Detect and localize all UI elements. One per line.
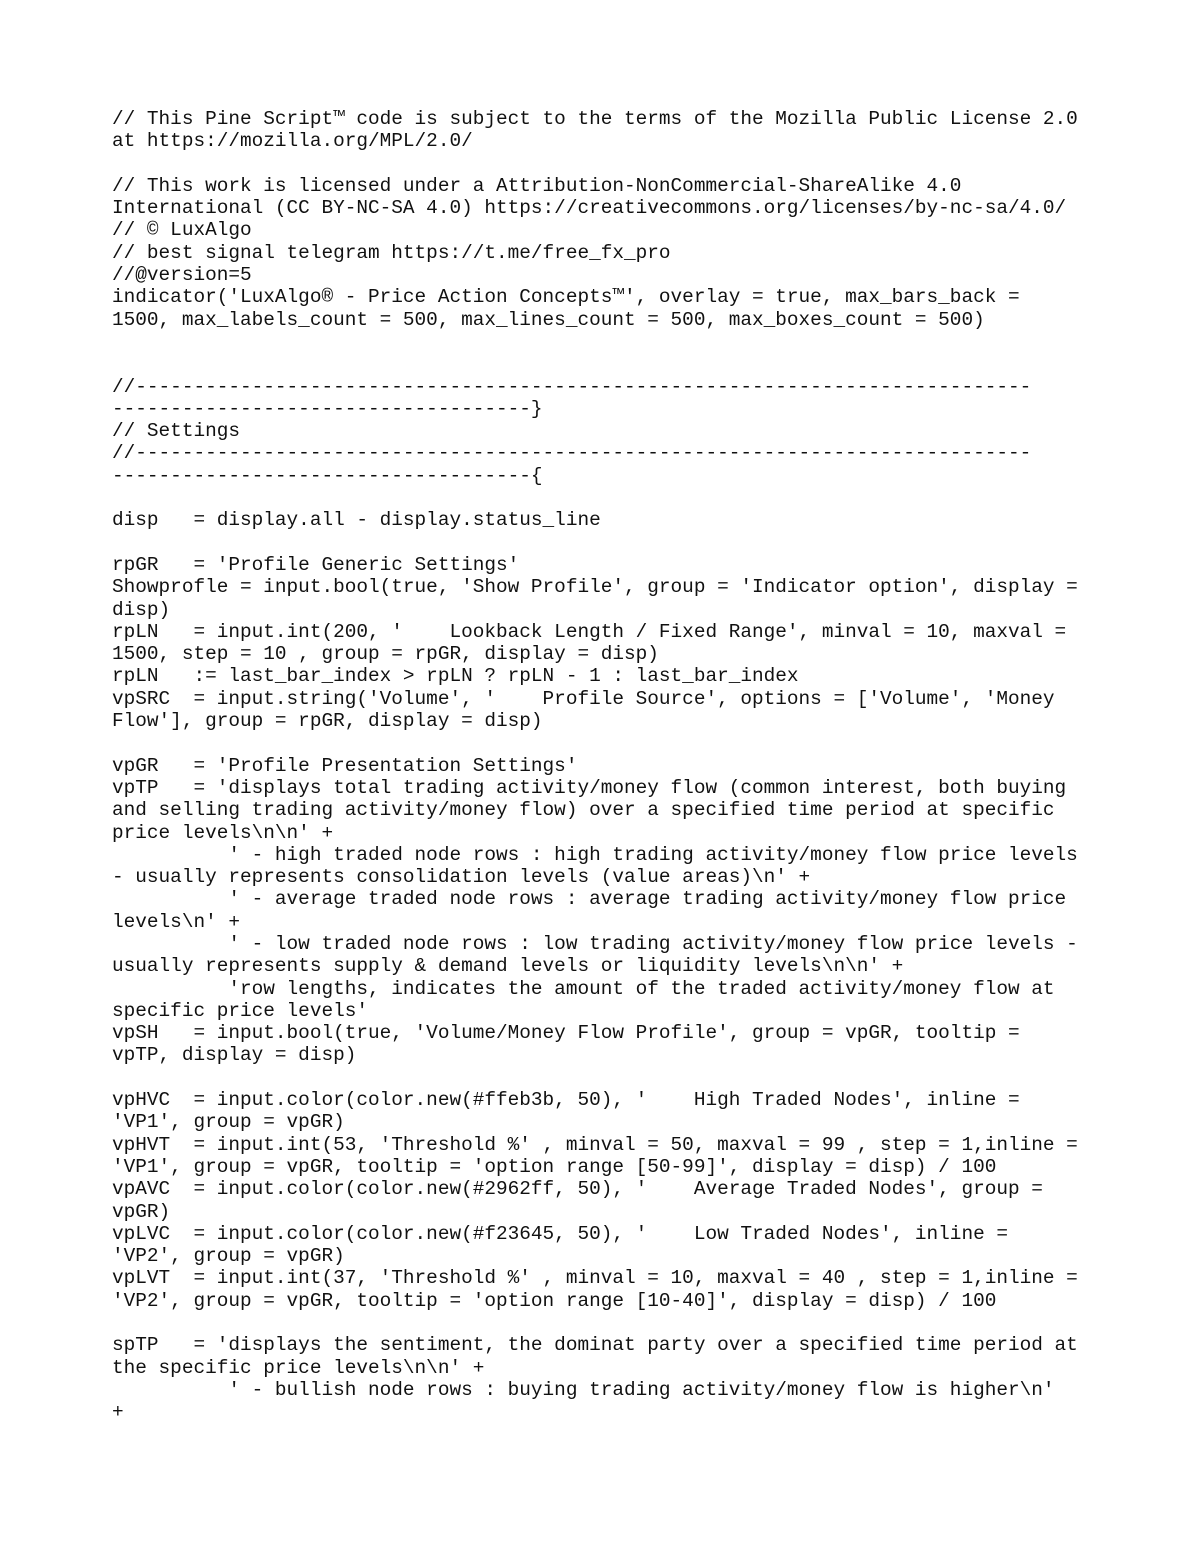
code-line: vpSH = input.bool(true, 'Volume/Money Flow Profile', group = vpGR, tooltip =	[112, 1022, 1020, 1045]
code-line: International (CC BY-NC-SA 4.0) https://creativecommons.org/licenses/by-nc-sa/4.0/	[112, 197, 1067, 220]
code-line: // This work is licensed under a Attribution-NonCommercial-ShareAlike 4.0	[112, 174, 962, 197]
code-line: // This Pine Script™ code is subject to the terms of the Mozilla Public License 2.0	[112, 108, 1078, 130]
code-line: +	[112, 1401, 124, 1424]
code-line: vpTP = 'displays total trading activity/money flow (common interest, both buying	[112, 776, 1067, 799]
code-line: Flow'], group = rpGR, display = disp)	[112, 710, 543, 733]
code-listing	[112, 108, 1102, 1424]
code-line: // best signal telegram https://t.me/free_fx_pro	[112, 241, 671, 264]
code-line: specific price levels'	[112, 999, 368, 1022]
code-line: vpLVT = input.int(37, 'Threshold %' , minval = 10, maxval = 40 , step = 1,inline =	[112, 1267, 1078, 1290]
code-line: disp = display.all - display.status_line	[112, 509, 601, 532]
code-line: disp)	[112, 598, 171, 621]
code-line	[112, 353, 1102, 375]
code-line: 1500, max_labels_count = 500, max_lines_count = 500, max_boxes_count = 500)	[112, 308, 985, 331]
code-line: ' - bullish node rows : buying trading activity/money flow is higher\n'	[112, 1378, 1055, 1401]
code-line: ------------------------------------}	[112, 397, 543, 420]
code-line: 'VP1', group = vpGR)	[112, 1111, 345, 1134]
code-line: vpGR = 'Profile Presentation Settings'	[112, 754, 578, 777]
code-line: 'VP2', group = vpGR)	[112, 1245, 345, 1268]
code-line	[112, 532, 1102, 554]
code-line: ------------------------------------{	[112, 464, 543, 487]
code-line	[112, 487, 1102, 509]
code-line: price levels\n\n' +	[112, 821, 334, 844]
code-line: 1500, step = 10 , group = rpGR, display = disp)	[112, 643, 659, 666]
code-line: //-----------------------------------------------------------------------------	[112, 442, 1032, 465]
code-line: // © LuxAlgo	[112, 219, 252, 242]
code-line: rpGR = 'Profile Generic Settings'	[112, 553, 520, 576]
code-line: vpGR)	[112, 1200, 171, 1223]
code-line: levels\n' +	[112, 910, 240, 933]
code-line	[112, 331, 1102, 353]
code-line	[112, 1067, 1102, 1089]
code-line: 'VP1', group = vpGR, tooltip = 'option range [50-99]', display = disp) / 100	[112, 1155, 997, 1178]
code-line: rpLN = input.int(200, ' Lookback Length / Fixed Range', minval = 10, maxval =	[112, 620, 1067, 643]
code-line: vpHVC = input.color(color.new(#ffeb3b, 50), ' High Traded Nodes', inline =	[112, 1089, 1020, 1112]
code-line: Showprofle = input.bool(true, 'Show Profile', group = 'Indicator option', display =	[112, 576, 1078, 599]
code-line: //-----------------------------------------------------------------------------	[112, 375, 1032, 398]
code-line: ' - average traded node rows : average trading activity/money flow price	[112, 888, 1067, 911]
code-line	[112, 732, 1102, 754]
code-line: and selling trading activity/money flow) over a specified time period at specific	[112, 799, 1055, 822]
code-line: 'row lengths, indicates the amount of the traded activity/money flow at	[112, 977, 1055, 1000]
code-line: vpAVC = input.color(color.new(#2962ff, 50), ' Average Traded Nodes', group =	[112, 1178, 1043, 1201]
code-line: rpLN := last_bar_index > rpLN ? rpLN - 1 : last_bar_index	[112, 665, 799, 688]
code-line: usually represents supply & demand levels or liquidity levels\n\n' +	[112, 955, 904, 978]
code-line: vpTP, display = disp)	[112, 1044, 357, 1067]
code-line: vpHVT = input.int(53, 'Threshold %' , minval = 50, maxval = 99 , step = 1,inline =	[112, 1133, 1078, 1156]
code-line: 'VP2', group = vpGR, tooltip = 'option range [10-40]', display = disp) / 100	[112, 1289, 997, 1312]
code-line: ' - high traded node rows : high trading activity/money flow price levels	[112, 843, 1078, 866]
code-line: vpLVC = input.color(color.new(#f23645, 50), ' Low Traded Nodes', inline =	[112, 1222, 1008, 1245]
code-line: vpSRC = input.string('Volume', ' Profile Source', options = ['Volume', 'Money	[112, 687, 1055, 710]
code-line: spTP = 'displays the sentiment, the dominat party over a specified time period at	[112, 1334, 1078, 1357]
code-line	[112, 1312, 1102, 1334]
code-line: the specific price levels\n\n' +	[112, 1356, 485, 1379]
code-line: ' - low traded node rows : low trading activity/money flow price levels -	[112, 932, 1078, 955]
code-line: indicator('LuxAlgo® - Price Action Concepts™', overlay = true, max_bars_back =	[112, 286, 1020, 309]
code-line: //@version=5	[112, 264, 252, 287]
code-line	[112, 153, 1102, 175]
code-line: // Settings	[112, 420, 240, 443]
code-line: - usually represents consolidation levels (value areas)\n' +	[112, 866, 811, 889]
code-line: at https://mozilla.org/MPL/2.0/	[112, 130, 473, 153]
